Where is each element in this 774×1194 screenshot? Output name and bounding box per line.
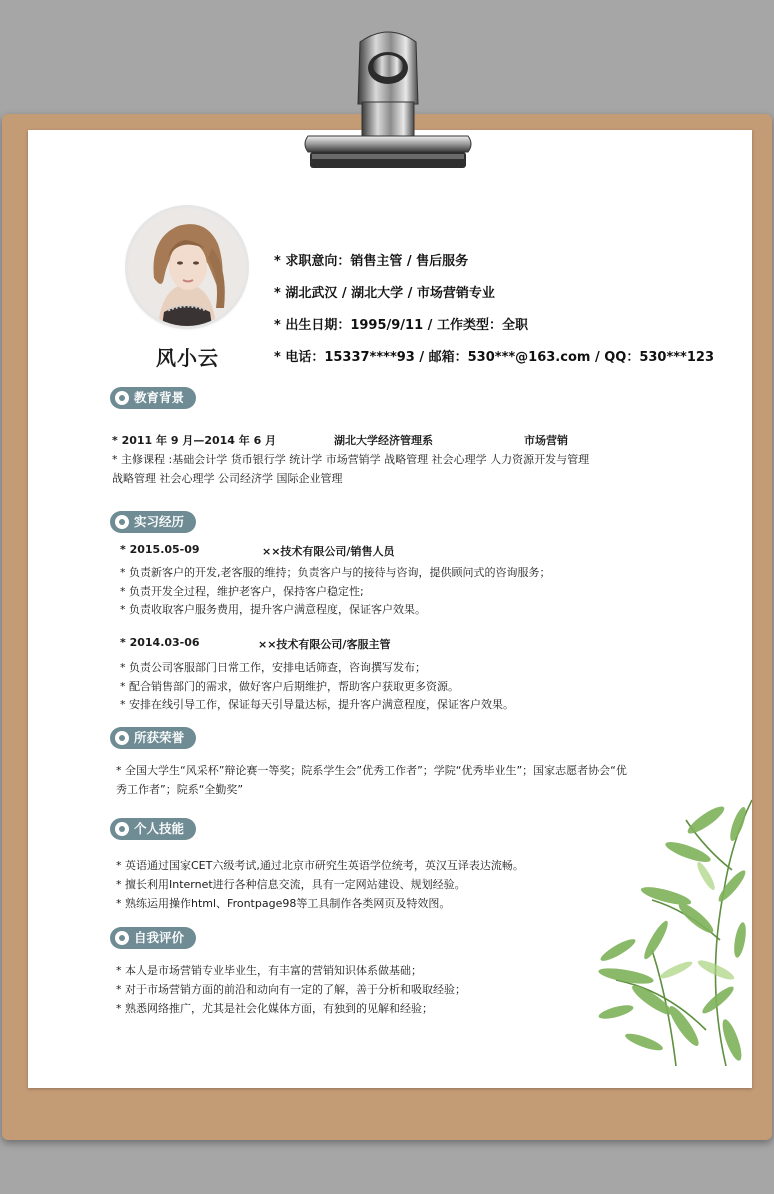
internship-2-item: * 负责公司客服部门日常工作，安排电话筛查，咨询撰写发布； [120,661,426,674]
section-bullet-icon [115,822,129,836]
internship-1-date: * 2015.05-09 [120,543,200,556]
honors-line-1: * 全国大学生“风采杯”辩论赛一等奖；院系学生会”优秀工作者”；学院“优秀毕业生”；国家志愿者协会“优 [116,764,627,777]
section-bullet-icon [115,391,129,405]
self-eval-item: * 本人是市场营销专业毕业生，有丰富的营销知识体系做基础； [116,964,422,977]
internship-2-date: * 2014.03-06 [120,636,200,649]
section-internship-title: 实习经历 [134,514,185,529]
skills-item: * 擅长利用Internet进行各种信息交流，具有一定网站建设、规划经验。 [116,878,466,891]
self-eval-item: * 熟悉网络推广，尤其是社会化媒体方面，有独到的见解和经验； [116,1002,433,1015]
internship-2-item: * 安排在线引导工作，保证每天引导量达标，提升客户满意程度，保证客户效果。 [120,698,514,711]
section-education-title: 教育背景 [134,390,185,405]
info-birth-worktype: * 出生日期：1995/9/11 / 工作类型：全职 [274,318,528,333]
skills-item: * 英语通过国家CET六级考试,通过北京市研究生英语学位统考，英汉互译表达流畅。 [116,859,524,872]
internship-1-item: * 负责新客户的开发,老客服的维持；负责客户与的接待与咨询，提供顾问式的咨询服务； [120,566,551,579]
education-courses-line-1: * 主修课程 :基础会计学 货币银行学 统计学 市场营销学 战略管理 社会心理学 人力资源开发与管理 [112,453,590,466]
self-eval-item: * 对于市场营销方面的前沿和动向有一定的了解，善于分析和吸取经验； [116,983,466,996]
info-contact: * 电话：15337****93 / 邮箱：530***@163.com / QQ：530***123 [274,350,714,365]
section-skills-header [110,818,196,840]
internship-2-item: * 配合销售部门的需求，做好客户后期维护，帮助客户获取更多资源。 [120,680,459,693]
internship-1-item: * 负责开发全过程，维护老客户，保持客户稳定性; [120,585,364,598]
section-self-eval-header [110,927,196,949]
internship-1-item: * 负责收取客户服务费用，提升客户满意程度，保证客户效果。 [120,603,426,616]
resume-paper [28,130,752,1088]
avatar-portrait-icon [128,208,246,326]
section-internship-header [110,511,196,533]
section-honors-header [110,727,196,749]
section-education-header [110,387,196,409]
applicant-name: 风小云 [156,346,219,370]
avatar [128,208,246,326]
section-self-eval-title: 自我评价 [134,930,185,945]
section-bullet-icon [115,731,129,745]
internship-1-company: ××技术有限公司/销售人员 [262,545,395,558]
internship-2-company: ××技术有限公司/客服主管 [258,638,391,651]
section-bullet-icon [115,931,129,945]
honors-line-2: 秀工作者”；院系“全勤奖” [116,783,244,796]
info-job-intention: * 求职意向：销售主管 / 售后服务 [274,254,469,269]
skills-item: * 熟练运用操作html、Frontpage98等工具制作各类网页及特效图。 [116,897,451,910]
education-major: 市场营销 [524,434,568,447]
info-location-school: * 湖北武汉 / 湖北大学 / 市场营销专业 [274,286,495,301]
section-skills-title: 个人技能 [134,821,185,836]
education-courses-line-2: 战略管理 社会心理学 公司经济学 国际企业管理 [112,472,343,485]
binder-clip-icon [300,24,476,176]
education-period: * 2011 年 9 月—2014 年 6 月 [112,434,277,447]
education-school: 湖北大学经济管理系 [334,434,433,447]
leaf-decoration-icon [556,790,752,1066]
section-honors-title: 所获荣誉 [134,730,185,745]
section-bullet-icon [115,515,129,529]
